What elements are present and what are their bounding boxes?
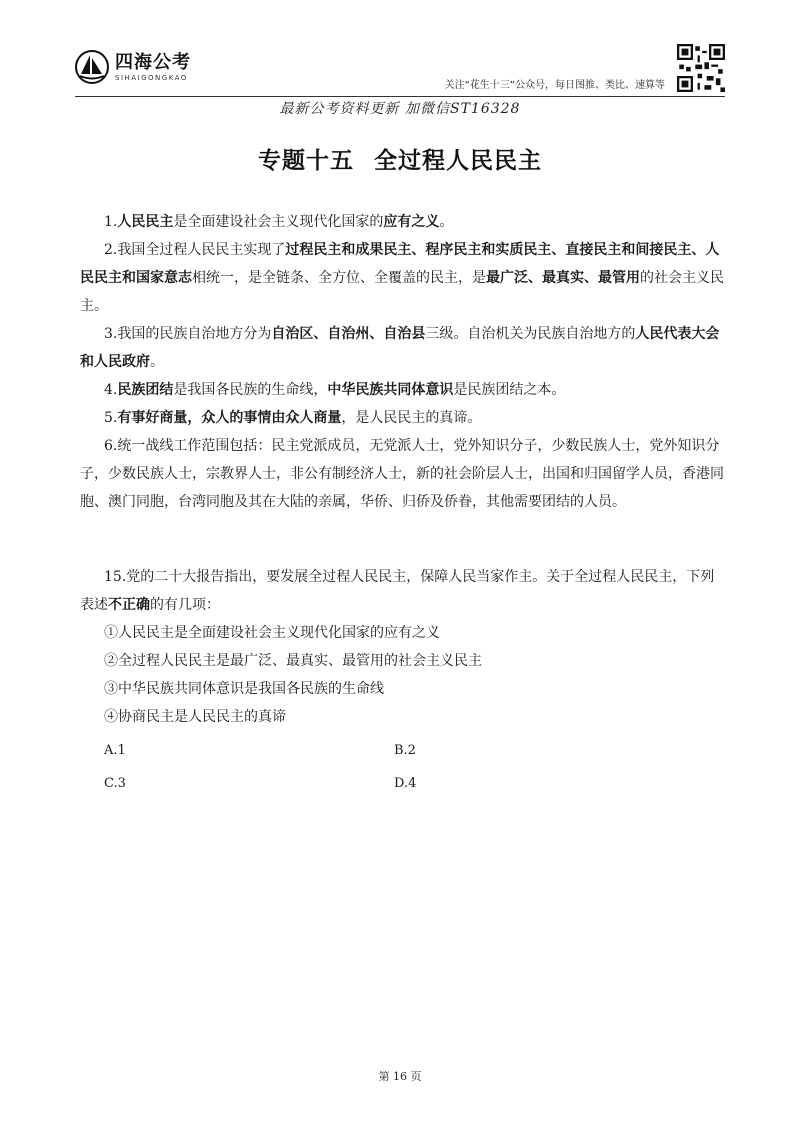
- statement-3: ③中华民族共同体意识是我国各民族的生命线: [104, 681, 384, 697]
- logo-pinyin: SIHAIGONGKAO: [115, 73, 188, 82]
- page-number: 第 16 页: [378, 1070, 422, 1083]
- choice-a[interactable]: A.1: [104, 743, 126, 758]
- title-part-1: 专题十五: [258, 147, 354, 174]
- header-note: 关注“花生十三”公众号，每日图推、类比、速算等: [444, 80, 665, 91]
- title-part-2: 全过程人民民主: [374, 147, 542, 174]
- statement-4: ④协商民主是人民民主的真谛: [104, 709, 286, 725]
- key-point-3: 3.我国的民族自治地方分为自治区、自治州、自治县三级。自治机关为民族自治地方的人民代表大会和人民政府。: [80, 326, 720, 370]
- key-point-1: 1.人民民主是全面建设社会主义现代化国家的应有之义。: [104, 214, 454, 230]
- choice-c[interactable]: C.3: [104, 776, 126, 791]
- stem-emphasis: 不正确: [108, 597, 150, 613]
- statement-2: ②全过程人民民主是最广泛、最真实、最管用的社会主义民主: [104, 653, 482, 669]
- qr-code-icon: [677, 44, 725, 92]
- key-point-6: 6.统一战线工作范围包括：民主党派成员，无党派人士，党外知识分子，少数民族人士，党外知识分子，少数民族人士，宗教界人士，非公有制经济人士，新的社会阶层人士，出国和归国留学人员，香港同胞、澳门同胞，台湾同胞及其在大陆的亲属，华侨、归侨及侨眷，其他需要团结的人员。: [80, 438, 724, 510]
- choice-b[interactable]: B.2: [394, 743, 416, 758]
- page-header: [75, 40, 725, 100]
- brand-logo: [75, 50, 191, 84]
- header-divider: [75, 96, 725, 97]
- sailboat-logo-icon: [75, 50, 109, 84]
- update-notice: 最新公考资料更新 加微信ST16328: [279, 101, 521, 117]
- page-title: [0, 142, 800, 175]
- key-point-2: 2.我国全过程人民民主实现了过程民主和成果民主、程序民主和实质民主、直接民主和间接民主、人民民主和国家意志相统一，是全链条、全方位、全覆盖的民主，是最广泛、最真实、最管用的社会主义民主。: [80, 242, 724, 314]
- key-points: [80, 208, 725, 516]
- logo-chinese: 四海公考: [115, 51, 191, 73]
- choice-d[interactable]: D.4: [394, 776, 417, 791]
- key-point-4: 4.民族团结是我国各民族的生命线，中华民族共同体意识是民族团结之本。: [104, 382, 566, 398]
- question-stem: 15.党的二十大报告指出，要发展全过程人民民主，保障人民当家作主。关于全过程人民民主，下列表述不正确的有几项：: [80, 569, 715, 613]
- key-point-5: 5.有事好商量，众人的事情由众人商量，是人民民主的真谛。: [104, 410, 482, 426]
- question-block: [80, 563, 720, 731]
- statement-1: ①人民民主是全面建设社会主义现代化国家的应有之义: [104, 625, 440, 641]
